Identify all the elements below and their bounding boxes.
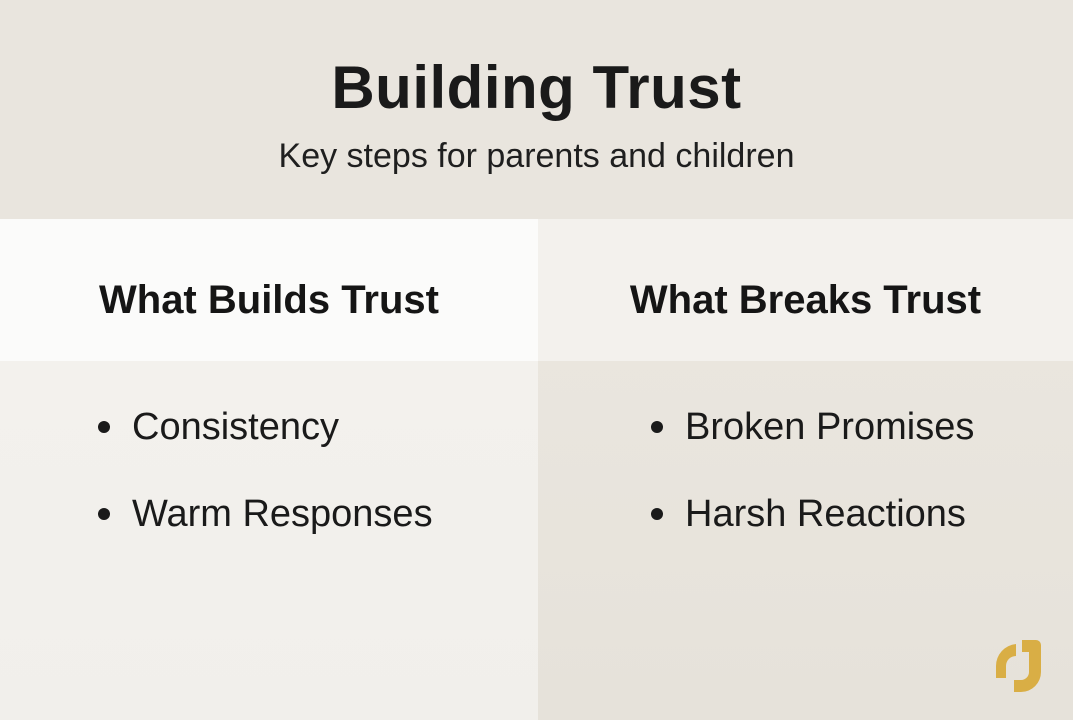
header-section [0, 0, 1073, 219]
bullet-dot-icon [651, 421, 663, 433]
list-item [651, 486, 974, 542]
brand-logo-icon [992, 634, 1048, 696]
bullet-dot-icon [98, 508, 110, 520]
list-item [98, 399, 433, 455]
builds-trust-column [0, 219, 538, 720]
page-title: Building Trust [331, 54, 742, 121]
builds-trust-header [0, 219, 538, 361]
bullet-dot-icon [98, 421, 110, 433]
bullet-dot-icon [651, 508, 663, 520]
list-item-label: Consistency [132, 405, 339, 448]
breaks-trust-list [651, 399, 974, 573]
builds-trust-heading: What Builds Trust [99, 278, 439, 322]
builds-trust-list [98, 399, 433, 573]
list-item-label: Warm Responses [132, 492, 433, 535]
breaks-trust-heading: What Breaks Trust [629, 278, 982, 322]
list-item-label: Harsh Reactions [685, 492, 966, 535]
breaks-trust-header [538, 219, 1073, 361]
list-item [98, 486, 433, 542]
list-item [651, 399, 974, 455]
page-subtitle: Key steps for parents and children [278, 137, 795, 175]
list-item-label: Broken Promises [685, 405, 975, 448]
